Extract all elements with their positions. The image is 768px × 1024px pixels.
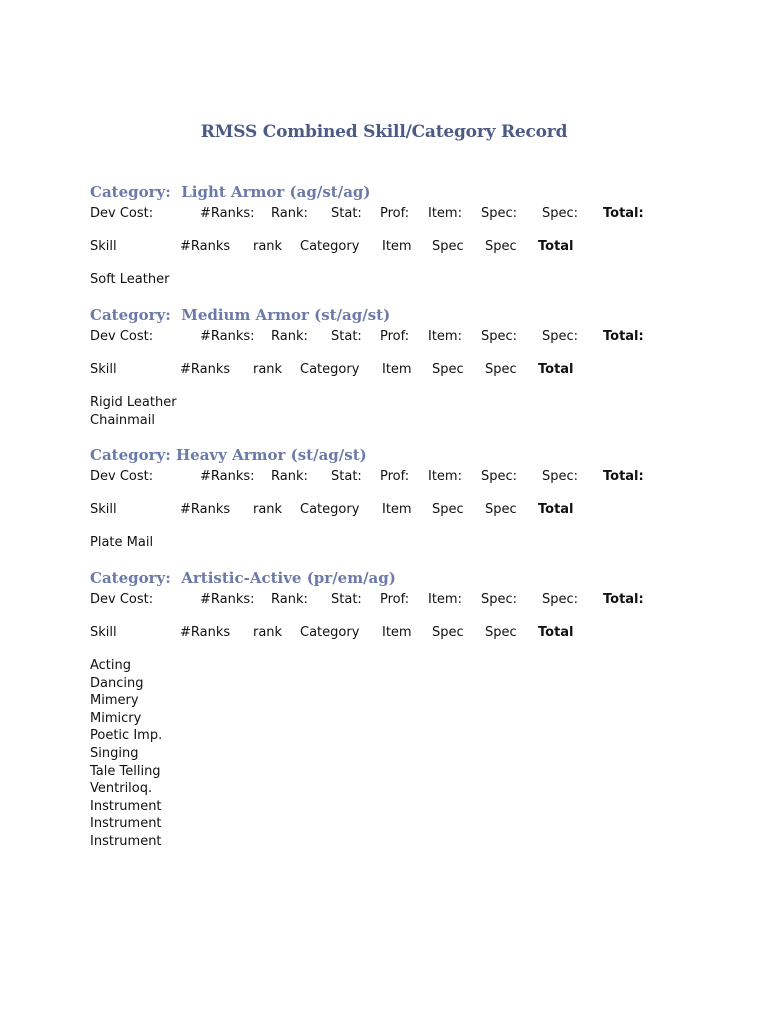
spec-label: Spec: (481, 206, 518, 221)
skill-item: Acting (90, 658, 132, 673)
dev-cost-row (90, 205, 690, 223)
category-section-medium-armor (90, 304, 690, 429)
category-col-header: Category (300, 362, 360, 377)
ranks-label: #Ranks: (200, 206, 255, 221)
stat-label: Stat: (331, 469, 362, 484)
category-heading: Category: Medium Armor (st/ag/st) (90, 306, 391, 324)
spec-col-header: Spec (432, 625, 464, 640)
skill-item: Ventriloq. (90, 781, 153, 797)
skill-list (90, 534, 690, 552)
skill-item: Poetic Imp. (90, 728, 163, 744)
ranks-col-header: #Ranks (180, 625, 231, 640)
skill-item: Singing (90, 745, 139, 761)
spec-label: Spec: (542, 592, 579, 607)
item-col-header: Item (382, 502, 412, 517)
ranks-label: #Ranks: (200, 329, 255, 344)
rank-label: Rank: (271, 592, 308, 607)
total-col-header: Total (538, 502, 574, 517)
prof-label: Prof: (380, 469, 410, 484)
skill-col-header: Skill (90, 239, 117, 254)
skill-item: Instrument (90, 798, 162, 814)
category-section-artistic-active (90, 567, 690, 851)
item-label: Item: (428, 329, 462, 344)
spec-col-header: Spec (485, 502, 517, 517)
item-col-header: Item (382, 625, 412, 640)
skill-header-row (90, 361, 690, 379)
spec-label: Spec: (542, 329, 579, 344)
prof-label: Prof: (380, 206, 410, 221)
ranks-label: #Ranks: (200, 469, 255, 484)
stat-label: Stat: (331, 329, 362, 344)
category-heading: Category: Heavy Armor (st/ag/st) (90, 446, 367, 464)
skill-item: Mimery (90, 693, 139, 709)
skill-item: Plate Mail (90, 535, 154, 550)
category-col-header: Category (300, 625, 360, 640)
rank-label: Rank: (271, 329, 308, 344)
skill-header-row (90, 501, 690, 519)
category-heading: Category: Light Armor (ag/st/ag) (90, 183, 371, 201)
dev-cost-label: Dev Cost: (90, 592, 154, 607)
ranks-col-header: #Ranks (180, 239, 231, 254)
dev-cost-row (90, 468, 690, 486)
skill-item: Instrument (90, 816, 162, 832)
skill-list (90, 657, 690, 851)
skill-col-header: Skill (90, 502, 117, 517)
spec-label: Spec: (542, 469, 579, 484)
rank-col-header: rank (253, 362, 283, 377)
total-col-header: Total (538, 362, 574, 377)
total-label: Total: (603, 592, 644, 607)
skill-item: Mimicry (90, 710, 142, 726)
stat-label: Stat: (331, 206, 362, 221)
ranks-label: #Ranks: (200, 592, 255, 607)
spec-col-header: Spec (485, 239, 517, 254)
total-label: Total: (603, 329, 644, 344)
page-title: RMSS Combined Skill/Category Record (200, 122, 568, 142)
item-label: Item: (428, 592, 462, 607)
spec-col-header: Spec (432, 362, 464, 377)
category-col-header: Category (300, 239, 360, 254)
dev-cost-label: Dev Cost: (90, 329, 154, 344)
skill-item: Dancing (90, 675, 144, 691)
skill-col-header: Skill (90, 625, 117, 640)
skill-item: Chainmail (90, 412, 155, 428)
item-label: Item: (428, 469, 462, 484)
total-label: Total: (603, 469, 644, 484)
spec-label: Spec: (542, 206, 579, 221)
dev-cost-label: Dev Cost: (90, 469, 154, 484)
category-heading: Category: Artistic-Active (pr/em/ag) (90, 569, 396, 587)
skill-list (90, 394, 690, 429)
rank-col-header: rank (253, 239, 283, 254)
prof-label: Prof: (380, 592, 410, 607)
rank-col-header: rank (253, 625, 283, 640)
spec-col-header: Spec (432, 502, 464, 517)
skill-item: Rigid Leather (90, 395, 177, 410)
rank-col-header: rank (253, 502, 283, 517)
spec-col-header: Spec (485, 362, 517, 377)
skill-col-header: Skill (90, 362, 117, 377)
rank-label: Rank: (271, 206, 308, 221)
category-section-light-armor (90, 181, 690, 289)
spec-label: Spec: (481, 329, 518, 344)
dev-cost-label: Dev Cost: (90, 206, 154, 221)
skill-list (90, 271, 690, 289)
rank-label: Rank: (271, 469, 308, 484)
dev-cost-row (90, 591, 690, 609)
spec-label: Spec: (481, 592, 518, 607)
ranks-col-header: #Ranks (180, 502, 231, 517)
dev-cost-row (90, 328, 690, 346)
total-col-header: Total (538, 625, 574, 640)
skill-item: Instrument (90, 833, 162, 849)
skill-item: Tale Telling (90, 763, 161, 779)
skill-item: Soft Leather (90, 272, 170, 287)
total-label: Total: (603, 206, 644, 221)
category-col-header: Category (300, 502, 360, 517)
spec-col-header: Spec (485, 625, 517, 640)
item-col-header: Item (382, 362, 412, 377)
stat-label: Stat: (331, 592, 362, 607)
item-label: Item: (428, 206, 462, 221)
spec-col-header: Spec (432, 239, 464, 254)
ranks-col-header: #Ranks (180, 362, 231, 377)
category-section-heavy-armor (90, 444, 690, 552)
total-col-header: Total (538, 239, 574, 254)
prof-label: Prof: (380, 329, 410, 344)
spec-label: Spec: (481, 469, 518, 484)
skill-header-row (90, 238, 690, 256)
item-col-header: Item (382, 239, 412, 254)
skill-header-row (90, 624, 690, 642)
